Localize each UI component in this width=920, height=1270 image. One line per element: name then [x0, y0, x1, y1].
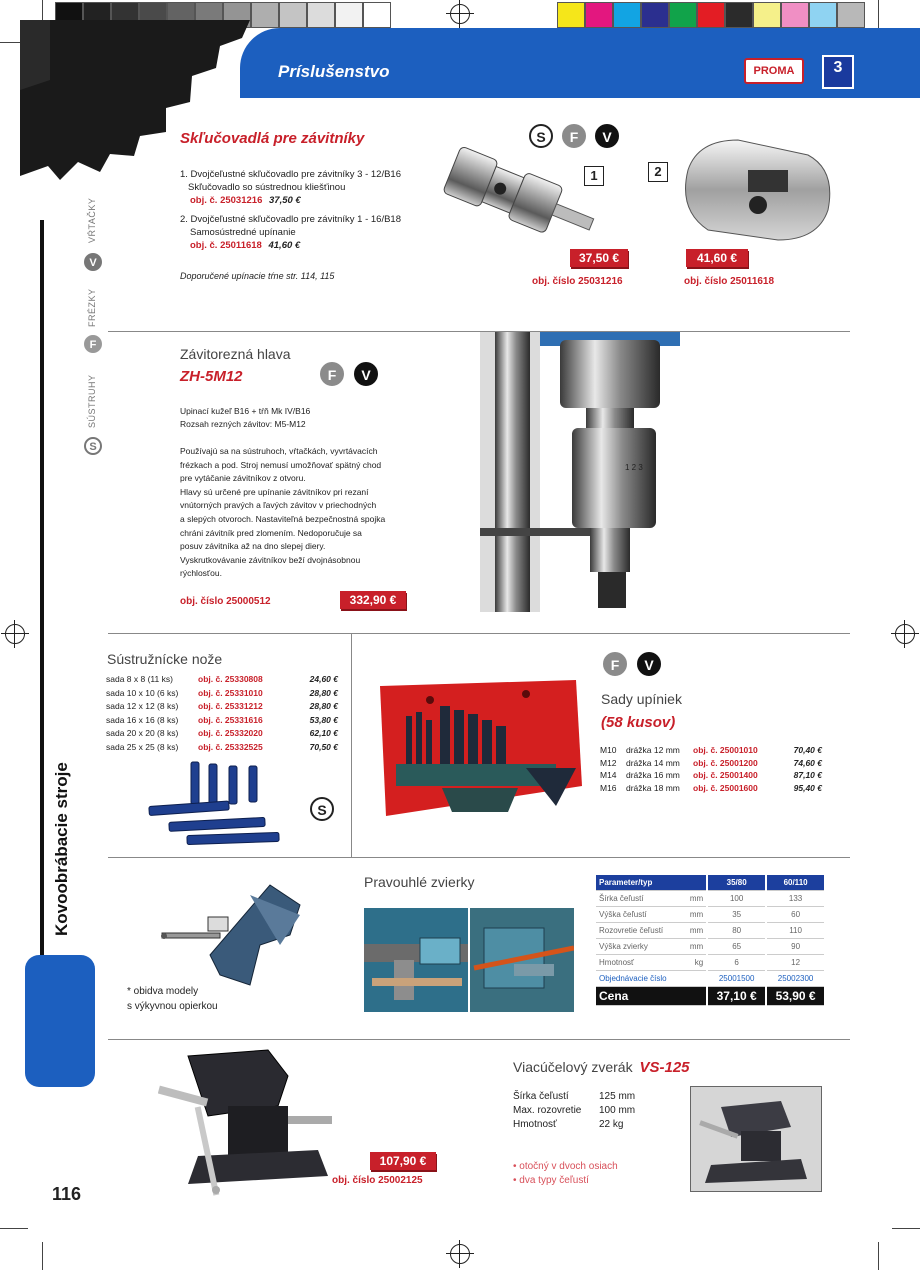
table-row [596, 923, 824, 939]
list-item [106, 688, 338, 702]
clamp-note-2: s výkyvnou opierkou [127, 1001, 218, 1012]
color-swatch [753, 2, 781, 28]
vise-features [513, 1160, 618, 1188]
angle-clamp-image [160, 875, 310, 995]
table-cell: 12 [766, 955, 824, 971]
divider [108, 1039, 850, 1040]
tap-chuck-image-2 [678, 130, 843, 250]
tap-chuck-image-1 [435, 140, 600, 265]
table-cell: 25001500 [707, 971, 766, 987]
milling-icon: F [320, 362, 344, 386]
crop-mark [0, 1228, 28, 1229]
spec-label: Hmotnosť [513, 1119, 557, 1130]
registration-mark [895, 624, 915, 644]
spec-label: Šírka čeľustí [513, 1091, 569, 1102]
clamp-set-size: M14 [600, 770, 617, 781]
color-swatch [697, 2, 725, 28]
brand-logo: PROMA [744, 58, 804, 84]
lathe-knives-image [145, 760, 285, 850]
desc-line: Používajú sa na sústruhoch, vŕtačkách, vyvrtávacích [180, 446, 378, 456]
list-item [106, 742, 338, 756]
description [180, 445, 385, 581]
knife-set-name: sada 25 x 25 (8 ks) [106, 741, 179, 752]
desc-line: vnútorných pravých a ľavých závitov v priechodných [180, 500, 377, 511]
order-number: obj. číslo 25000512 [180, 596, 271, 607]
color-swatch [669, 2, 697, 28]
table-cell: mm [682, 907, 707, 923]
knife-set-order: obj. č. 25330808 [198, 674, 263, 684]
table-cell: 90 [766, 939, 824, 955]
feature-item: • otočný v dvoch osiach [513, 1161, 618, 1172]
clamp-set-size: M12 [600, 757, 617, 768]
table-cell: 60 [766, 907, 824, 923]
clamp-set-price: 74,60 € [793, 757, 822, 768]
gear-icon [20, 20, 250, 180]
image-number-2: 2 [648, 162, 668, 182]
feature-item: • dva typy čeľustí [513, 1175, 589, 1186]
clamp-set-slot: drážka 18 mm [626, 782, 680, 793]
table-row [596, 907, 824, 923]
svg-text:1 2 3: 1 2 3 [625, 463, 643, 472]
knife-set-name: sada 16 x 16 (8 ks) [106, 714, 179, 725]
tapping-head-image [480, 332, 680, 612]
spec-value: 125 mm [599, 1091, 636, 1102]
table-cell: Výška zvierky [596, 939, 682, 955]
table-row [596, 955, 824, 971]
clamp-set-order: obj. č. 25001010 [693, 745, 758, 755]
table-cell: Rozovretie čeľustí [596, 923, 682, 939]
item1-order: obj. č. 25031216 [190, 195, 263, 206]
table-header-param: Parameter/typ [596, 875, 707, 891]
list-item [600, 758, 822, 771]
lathe-icon: S [310, 797, 334, 821]
drill-icon: V [595, 124, 619, 148]
item2-order: obj. č. 25011618 [190, 240, 262, 251]
knife-set-order: obj. č. 25331616 [198, 714, 263, 725]
page-title: Príslušenstvo [278, 62, 390, 81]
knife-set-price: 24,60 € [309, 674, 338, 684]
lathe-icon: S [529, 124, 553, 148]
table-cell: Výška čeľustí [596, 907, 682, 923]
gray-swatch [363, 2, 391, 28]
table-cell: Cena [596, 987, 707, 1006]
list-item [600, 770, 822, 783]
product-name: Závitorezná hlava [180, 346, 291, 362]
section1-title: Skľučovadlá pre závitníky [180, 130, 365, 147]
table-cell: 6 [707, 955, 766, 971]
section3-title: Sústružnícke nože [107, 651, 223, 667]
clamping-kit-image [376, 676, 584, 824]
item2-price: 41,60 € [268, 240, 301, 251]
color-swatch [641, 2, 669, 28]
bench-vise-image [158, 1046, 338, 1196]
table-cell: 110 [766, 923, 824, 939]
registration-mark [5, 624, 25, 644]
desc-line: a slepých otvoroch. Nastaviteľná bezpečnostná spojka [180, 513, 386, 524]
spec-value: 100 mm [599, 1105, 636, 1116]
divider [108, 857, 850, 858]
color-swatch [781, 2, 809, 28]
knife-set-price: 62,10 € [309, 728, 338, 739]
knife-set-name: sada 20 x 20 (8 ks) [106, 728, 179, 739]
table-header-model-a: 35/80 [707, 875, 766, 891]
item1-desc: 1. Dvojčeľustné skľučovadlo pre závitníky 3 - 12/B16 [180, 169, 401, 180]
desc-line: chráni závitník pred zlomením. Nedoporučuje sa [180, 527, 362, 538]
price-tag: 107,90 € [370, 1152, 436, 1170]
table-row [596, 939, 824, 955]
desc-line: frézkach a pod. Stroj nemusí umožňovať spätný chod [180, 459, 382, 470]
note: Doporučené upínacie tŕne str. 114, 115 [180, 271, 335, 281]
knife-set-order: obj. č. 25331010 [198, 687, 263, 698]
table-cell: kg [682, 955, 707, 971]
sidebar-label-frezky: FRÉZKY [87, 288, 97, 327]
table-cell: 80 [707, 923, 766, 939]
item2-desc: 2. Dvojčeľustné skľučovadlo pre závitníky 1 - 16/B18 [180, 214, 401, 225]
color-swatch [725, 2, 753, 28]
vise-photo [690, 1086, 822, 1192]
knife-set-name: sada 12 x 12 (8 ks) [106, 701, 179, 712]
section4-subtitle: (58 kusov) [601, 714, 676, 731]
price-tag-1: 37,50 € [570, 249, 628, 267]
list-item [600, 783, 822, 796]
registration-mark [450, 1244, 470, 1264]
clamp-set-list [600, 745, 822, 795]
knife-set-order: obj. č. 25332525 [198, 741, 263, 752]
knife-set-price: 28,80 € [309, 701, 338, 712]
desc-line: pre vytáčanie závitníkov z otvoru. [180, 473, 306, 484]
spec-label: Max. rozovretie [513, 1105, 582, 1116]
drill-icon: V [637, 652, 661, 676]
milling-icon: F [562, 124, 586, 148]
gray-swatch [307, 2, 335, 28]
knife-set-list [106, 674, 338, 756]
page-number: 116 [52, 1184, 82, 1204]
sidebar-rule [40, 220, 44, 955]
knife-set-price: 53,80 € [309, 714, 338, 725]
clamp-set-price: 87,10 € [793, 770, 822, 781]
knife-set-name: sada 8 x 8 (11 ks) [106, 674, 173, 684]
vrtacky-icon: V [84, 253, 102, 271]
table-cell: 100 [707, 891, 766, 907]
item1-price: 37,50 € [269, 195, 301, 206]
crop-mark [878, 0, 879, 28]
table-cell: 65 [707, 939, 766, 955]
table-cell: mm [682, 923, 707, 939]
knife-set-order: obj. č. 25332020 [198, 728, 263, 739]
section5-title: Pravouhlé zvierky [364, 874, 475, 890]
table-header-model-b: 60/110 [766, 875, 824, 891]
milling-icon: F [603, 652, 627, 676]
list-item [106, 674, 338, 688]
color-swatch [557, 2, 585, 28]
spec-1: Upinací kužeľ B16 + tŕň Mk IV/B16 [180, 406, 311, 416]
drill-icon: V [354, 362, 378, 386]
sidebar-label-sustruhy: SÚSTRUHY [87, 374, 97, 428]
registration-mark [450, 4, 470, 24]
list-item [106, 701, 338, 715]
knife-set-order: obj. č. 25331212 [198, 701, 263, 712]
product-model: VS-125 [639, 1059, 690, 1076]
frezky-icon: F [84, 335, 102, 353]
crop-mark [892, 1228, 920, 1229]
color-swatch [613, 2, 641, 28]
table-cell: Hmotnosť [596, 955, 682, 971]
item2-desc2: Samosústredné upínanie [190, 227, 296, 238]
params-table [596, 875, 824, 1006]
divider [108, 633, 850, 634]
order-number-2: obj. číslo 25011618 [684, 276, 775, 287]
list-item [106, 728, 338, 742]
clamp-photos [364, 908, 574, 1012]
table-cell: mm [682, 891, 707, 907]
gray-swatch [279, 2, 307, 28]
clamp-set-order: obj. č. 25001600 [693, 782, 758, 793]
list-item [600, 745, 822, 758]
product-name: Viacúčelový zverák [513, 1059, 633, 1075]
clamp-set-slot: drážka 12 mm [626, 745, 680, 755]
section4-title: Sady upíniek [601, 691, 682, 707]
clamp-set-size: M16 [600, 782, 617, 793]
clamp-note-1: * obidva modely [127, 986, 199, 997]
table-cell: Šírka čeľustí [596, 891, 682, 907]
table-order-row [596, 971, 824, 987]
desc-line: Hlavy sú určené pre upínanie závitníkov pri rezaní [180, 486, 369, 497]
order-number: obj. číslo 25002125 [332, 1175, 423, 1186]
section-tab [25, 955, 95, 1087]
table-cell: 133 [766, 891, 824, 907]
desc-line: rýchlosťou. [180, 568, 222, 579]
desc-line: posuv závitníka až na dno slepej diery. [180, 541, 326, 552]
clamp-set-price: 70,40 € [793, 745, 822, 755]
table-header-row [596, 875, 824, 891]
table-cell: 25002300 [766, 971, 824, 987]
clamp-set-size: M10 [600, 745, 617, 755]
table-cell: Objednávacie číslo [596, 971, 707, 987]
color-swatch [585, 2, 613, 28]
clamp-set-order: obj. č. 25001200 [693, 757, 758, 768]
gray-swatch [251, 2, 279, 28]
price-tag-2: 41,60 € [686, 249, 748, 267]
clamp-set-order: obj. č. 25001400 [693, 770, 758, 781]
divider [351, 633, 352, 857]
item1-desc2: Skľučovadlo so sústrednou kliešťinou [188, 182, 346, 193]
desc-line: Vyskrutkovávanie závitníkov beží dvojnásobnou [180, 554, 361, 565]
divider [108, 331, 850, 332]
table-cell: mm [682, 939, 707, 955]
warranty-badge: 3 [822, 55, 854, 89]
price-tag: 332,90 € [340, 591, 406, 609]
table-cell: 37,10 € [707, 987, 766, 1006]
color-swatch [809, 2, 837, 28]
vise-specs [513, 1090, 635, 1132]
clamp-set-slot: drážka 16 mm [626, 770, 680, 781]
knife-set-price: 28,80 € [309, 687, 338, 698]
crop-mark [878, 1242, 879, 1270]
crop-mark [42, 1242, 43, 1270]
clamp-set-slot: drážka 14 mm [626, 757, 680, 768]
color-swatch [837, 2, 865, 28]
clamp-set-price: 95,40 € [793, 782, 822, 793]
knife-set-price: 70,50 € [309, 741, 338, 752]
table-price-row [596, 987, 824, 1006]
table-cell: 35 [707, 907, 766, 923]
knife-set-name: sada 10 x 10 (6 ks) [106, 687, 179, 698]
spec-2: Rozsah rezných závitov: M5-M12 [180, 419, 306, 429]
product-model: ZH-5M12 [180, 368, 243, 385]
section-title: Kovoobrábacie stroje [52, 762, 71, 936]
table-row [596, 891, 824, 907]
image-number-1: 1 [584, 166, 604, 186]
order-number-1: obj. číslo 25031216 [532, 276, 623, 287]
sidebar-label-vrtacky: VŔTAČKY [87, 197, 97, 243]
gray-swatch [335, 2, 363, 28]
table-cell: 53,90 € [766, 987, 824, 1006]
sustruhy-icon: S [84, 437, 102, 455]
list-item [106, 715, 338, 729]
spec-value: 22 kg [599, 1119, 624, 1130]
